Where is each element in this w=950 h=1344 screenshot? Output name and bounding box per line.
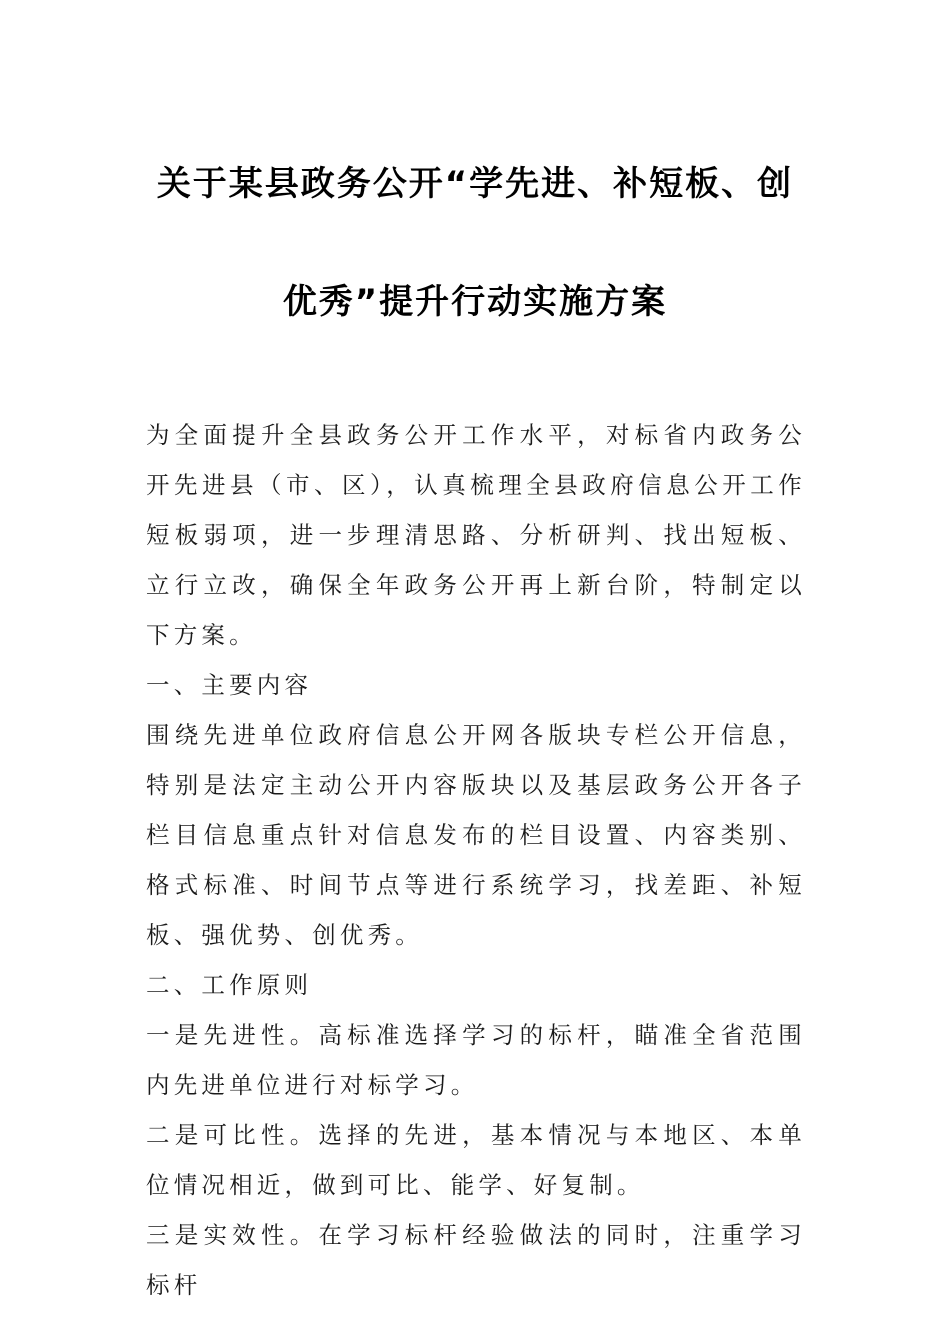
main-content-paragraph: 围绕先进单位政府信息公开网各版块专栏公开信息，特别是法定主动公开内容版块以及基层政务公开各子栏目信息重点针对信息发布的栏目设置、内容类别、格式标准、时间节点等进行系统学习，找差距、补短板、强优势、创优秀。	[146, 721, 806, 949]
principle-comparable-paragraph: 二是可比性。选择的先进，基本情况与本地区、本单位情况相近，做到可比、能学、好复制。	[146, 1121, 806, 1199]
principle-advanced-paragraph: 一是先进性。高标准选择学习的标杆，瞄准全省范围内先进单位进行对标学习。	[146, 1021, 806, 1099]
document-title-line-2: 优秀”提升行动实施方案	[282, 282, 668, 322]
document-title-line-1: 关于某县政务公开“学先进、补短板、创	[156, 164, 794, 204]
section-heading-main-content: 一、主要内容	[146, 671, 313, 699]
document-body	[146, 410, 806, 1310]
intro-paragraph: 为全面提升全县政务公开工作水平，对标省内政务公开先进县（市、区），认真梳理全县政府信息公开工作短板弱项，进一步理清思路、分析研判、找出短板、立行立改，确保全年政务公开再上新台阶，特制定以下方案。	[146, 421, 806, 649]
section-heading-principles: 二、工作原则	[146, 971, 313, 999]
principle-effective-paragraph: 三是实效性。在学习标杆经验做法的同时，注重学习标杆	[146, 1221, 806, 1299]
